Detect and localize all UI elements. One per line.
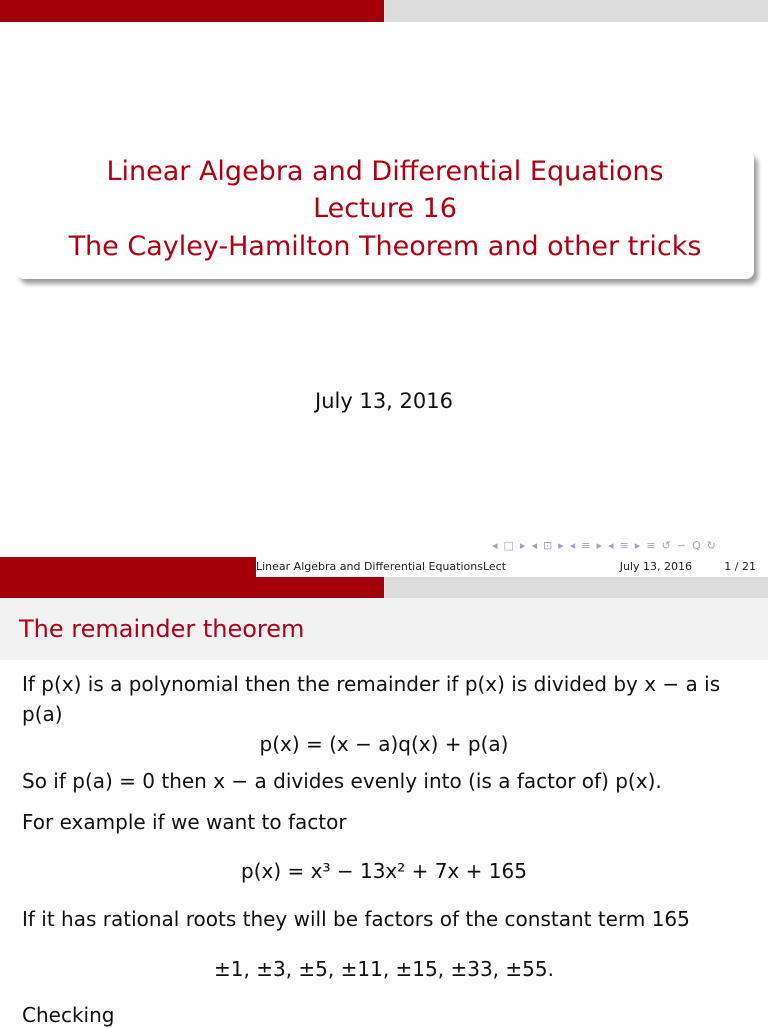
nav-next-icon[interactable]: ▸	[519, 538, 526, 552]
footline-date: July 13, 2016	[619, 560, 692, 573]
theorem-statement-line-2: p(a)	[22, 702, 63, 726]
nav-frame-icon[interactable]: □	[503, 538, 514, 552]
nav-prev-icon[interactable]: ◂	[492, 538, 498, 552]
nav-prev-icon[interactable]: ◂	[531, 538, 537, 552]
nav-prev-icon[interactable]: ◂	[608, 538, 614, 552]
footline-author-block	[0, 557, 256, 577]
nav-section-icon[interactable]: ≡	[581, 538, 591, 552]
nav-subsection-icon[interactable]: ⊡	[543, 538, 553, 552]
nav-search-loop-icon[interactable]: ∽	[676, 538, 686, 552]
lecture-number: Lecture 16	[313, 193, 457, 224]
polynomial-equation: p(x) = x³ − 13x² + 7x + 165	[241, 859, 527, 883]
nav-prev-icon[interactable]: ◂	[569, 538, 576, 552]
top-progress-bar-filled	[0, 0, 384, 22]
presentation-date: July 13, 2016	[315, 389, 453, 413]
factor-statement: So if p(a) = 0 then x − a divides evenly into (is a factor of) p(x).	[22, 769, 662, 793]
nav-appendix-icon[interactable]: ≡	[646, 538, 656, 552]
nav-next-icon[interactable]: ▸	[558, 538, 564, 552]
lecture-title: The Cayley-Hamilton Theorem and other tricks	[68, 231, 702, 262]
nav-search-icon[interactable]: Q	[691, 538, 701, 552]
example-intro: For example if we want to factor	[22, 810, 347, 834]
frame-title-bar	[0, 598, 768, 660]
checking-label: Checking	[22, 1003, 115, 1027]
nav-next-icon[interactable]: ▸	[634, 538, 641, 552]
rational-roots-statement: If it has rational roots they will be factors of the constant term 165	[22, 907, 690, 931]
frame-title: The remainder theorem	[19, 615, 305, 643]
footline-short-title: Linear Algebra and Differential EquationsLect	[256, 557, 512, 577]
nav-next-icon[interactable]: ▸	[596, 538, 603, 552]
remainder-equation: p(x) = (x − a)q(x) + p(a)	[259, 732, 509, 756]
title-box	[16, 151, 754, 279]
theorem-statement-line-1: If p(x) is a polynomial then the remainder if p(x) is divided by x − a is	[22, 672, 721, 696]
beamer-navigation-bar[interactable]	[492, 537, 762, 553]
course-title: Linear Algebra and Differential Equations	[106, 156, 664, 187]
top-progress-bar-empty	[384, 0, 768, 22]
nav-document-icon[interactable]: ≡	[619, 538, 629, 552]
footline-page-number: 1 / 21	[724, 560, 756, 573]
nav-forward-icon[interactable]: ↻	[706, 538, 716, 552]
nav-back-icon[interactable]: ↺	[661, 538, 671, 552]
candidate-roots: ±1, ±3, ±5, ±11, ±15, ±33, ±55.	[214, 957, 554, 981]
